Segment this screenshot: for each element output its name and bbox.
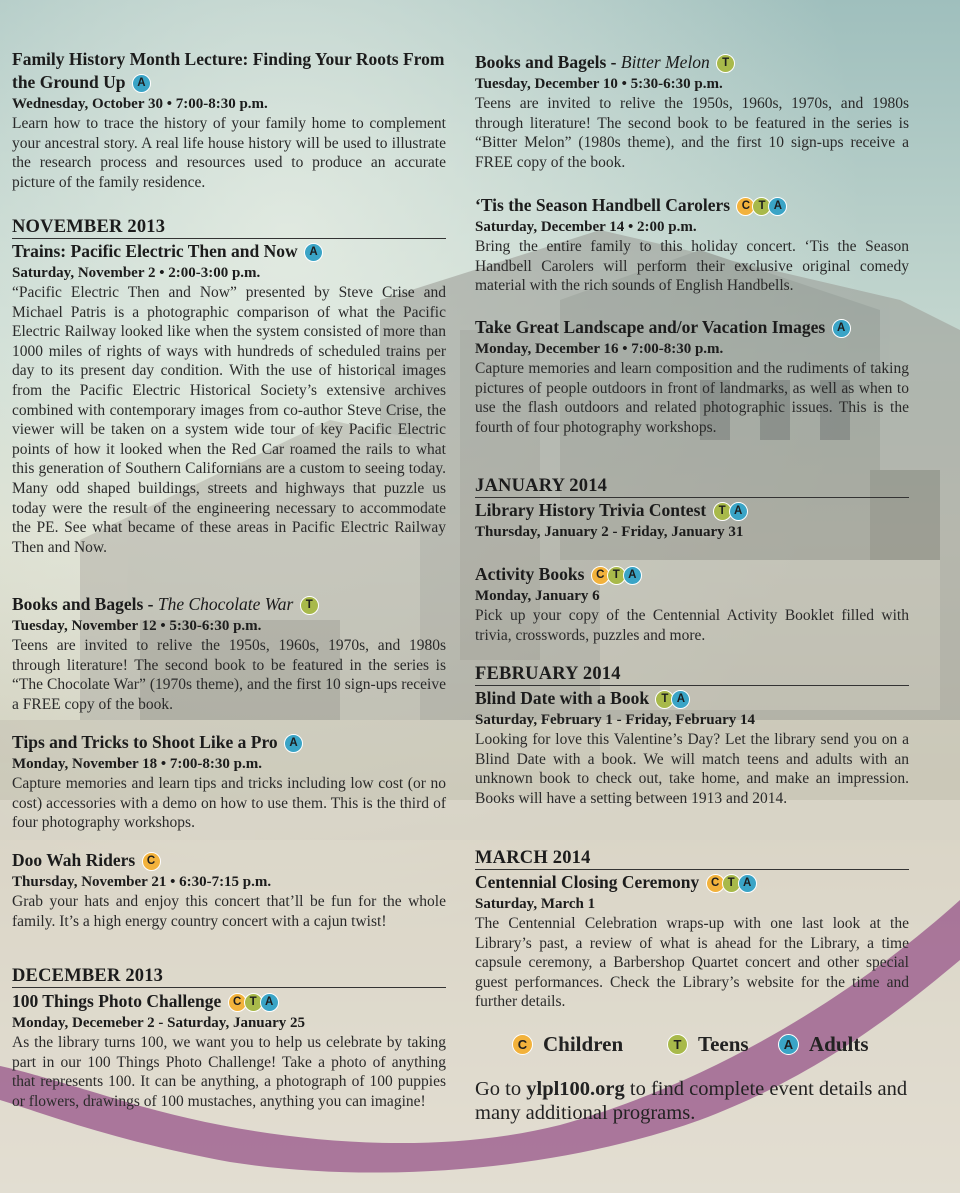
legend-teens: [665, 1032, 776, 1057]
event-description: Teens are invited to relive the 1950s, 1960s, 1970s, and 1980s through literature! The second book to be featured in the series is “Bitter Melon” (1980s theme), and the first 10 sign-ups receive a FREE copy of the book.: [475, 95, 909, 171]
children-badge-icon: C: [228, 993, 247, 1012]
event-title-text: Doo Wah Riders: [12, 850, 136, 870]
children-badge-icon: C: [512, 1034, 533, 1055]
event-description: Looking for love this Valentine’s Day? Let the library send you on a Blind Date with a book. We will match teens and adults with an unknown book to check out, take home, and make an impression. Books will have a setting between 1913 and 2014.: [475, 731, 909, 807]
event-title-text: Activity Books: [475, 564, 585, 584]
month-heading-february: FEBRUARY 2014: [475, 663, 909, 686]
event-library-history-trivia: [475, 499, 909, 542]
audience-badges: [304, 241, 323, 261]
children-badge-icon: C: [736, 197, 755, 216]
book-title: Bitter Melon: [620, 52, 710, 72]
footer-note: [475, 1077, 925, 1125]
event-landscape-vacation-images: [475, 316, 909, 437]
adults-badge-icon: A: [623, 566, 642, 585]
adults-badge-icon: A: [284, 734, 303, 753]
event-title: [475, 871, 909, 894]
event-books-bagels-bitter-melon: [475, 51, 909, 172]
event-title-text: Take Great Landscape and/or Vacation Images: [475, 317, 826, 337]
audience-badges: [142, 850, 161, 870]
month-heading-december: DECEMBER 2013: [12, 965, 446, 988]
event-title: [475, 687, 909, 710]
audience-badges: [716, 52, 735, 72]
event-title-text: Centennial Closing Ceremony: [475, 872, 700, 892]
teens-badge-icon: T: [716, 54, 735, 73]
event-100-things-photo-challenge: [12, 990, 446, 1111]
teens-badge-icon: T: [655, 690, 674, 709]
audience-badges: [300, 594, 319, 614]
teens-badge-icon: T: [722, 874, 741, 893]
event-date: Monday, January 6: [475, 588, 600, 604]
event-description: The Centennial Celebration wraps-up with one last look at the Library’s past, a review of what is ahead for the Library, a time capsule ceremony, a Barbershop Quartet concert and other special guest performances. Check the Library’s website for the time and further details.: [475, 915, 909, 1011]
event-title-text: 100 Things Photo Challenge: [12, 991, 222, 1011]
audience-legend: [510, 1032, 869, 1057]
teens-badge-icon: T: [752, 197, 771, 216]
audience-badges: [832, 317, 851, 337]
event-date: Monday, November 18 • 7:00-8:30 p.m.: [12, 756, 262, 772]
event-handbell-carolers: [475, 194, 909, 296]
teens-badge-icon: T: [713, 502, 732, 521]
adults-badge-icon: A: [729, 502, 748, 521]
adults-badge-icon: A: [671, 690, 690, 709]
audience-badges: [228, 991, 279, 1011]
adults-badge-icon: A: [778, 1034, 799, 1055]
event-title: [475, 499, 909, 522]
event-title: [475, 316, 909, 339]
adults-badge-icon: A: [738, 874, 757, 893]
teens-badge-icon: T: [607, 566, 626, 585]
event-date: Wednesday, October 30 • 7:00-8:30 p.m.: [12, 96, 268, 112]
event-title: [12, 240, 446, 263]
children-badge-icon: C: [591, 566, 610, 585]
event-activity-books: [475, 563, 909, 645]
event-blind-date-with-a-book: [475, 687, 909, 808]
event-title-text: ‘Tis the Season Handbell Carolers: [475, 195, 731, 215]
event-date: Tuesday, November 12 • 5:30-6:30 p.m.: [12, 618, 262, 634]
event-tips-tricks-shoot: [12, 731, 446, 833]
adults-badge-icon: A: [132, 74, 151, 93]
audience-badges: [132, 72, 151, 92]
event-trains-pacific-electric: [12, 240, 446, 557]
event-description: Teens are invited to relive the 1950s, 1960s, 1970s, and 1980s through literature! The second book to be featured in the series is “The Chocolate War” (1970s theme), and the first 10 sign-ups receive a FREE copy of the book.: [12, 637, 446, 713]
event-date: Monday, Decemeber 2 - Saturday, January 25: [12, 1015, 306, 1031]
audience-badges: [713, 500, 748, 520]
event-title: [475, 51, 909, 74]
audience-badges: [284, 732, 303, 752]
event-centennial-closing-ceremony: [475, 871, 909, 1012]
event-date: Saturday, March 1: [475, 896, 596, 912]
legend-label: Adults: [809, 1032, 869, 1056]
adults-badge-icon: A: [260, 993, 279, 1012]
event-description: Pick up your copy of the Centennial Activity Booklet filled with trivia, crosswords, puzzles and more.: [475, 607, 909, 644]
footer-prefix: Go to: [475, 1078, 527, 1100]
event-description: Grab your hats and enjoy this concert that’ll be fun for the whole family. It’s a high energy country concert with a cajun twist!: [12, 893, 446, 930]
children-badge-icon: C: [706, 874, 725, 893]
adults-badge-icon: A: [768, 197, 787, 216]
event-title: [12, 990, 446, 1013]
event-description: Learn how to trace the history of your family home to complement your ancestral story. A real life house history will be used to illustrate the research process and resources used to produce an accurate picture of the family residence.: [12, 115, 446, 191]
event-date: Saturday, November 2 • 2:00-3:00 p.m.: [12, 265, 261, 281]
month-heading-january: JANUARY 2014: [475, 475, 909, 498]
event-date: Thursday, January 2 - Friday, January 31: [475, 524, 744, 540]
event-date: Monday, December 16 • 7:00-8:30 p.m.: [475, 341, 724, 357]
teens-badge-icon: T: [667, 1034, 688, 1055]
legend-label: Teens: [698, 1032, 749, 1056]
audience-badges: [706, 872, 757, 892]
website-link[interactable]: ylpl100.org: [526, 1078, 625, 1100]
footer-suffix: to find complete event details and many additional programs.: [475, 1078, 908, 1124]
event-title-text: Books and Bagels -: [475, 52, 621, 72]
event-title-text: Family History Month Lecture: Finding Your Roots From the Ground Up: [12, 49, 445, 92]
event-title: [12, 731, 446, 754]
event-title-text: Tips and Tricks to Shoot Like a Pro: [12, 732, 278, 752]
event-description: Bring the entire family to this holiday concert. ‘Tis the Season Handbell Carolers will perform their exclusive original comedy material with the rich sounds of English Handbells.: [475, 238, 909, 295]
month-heading-march: MARCH 2014: [475, 847, 909, 870]
event-doo-wah-riders: [12, 849, 446, 931]
event-description: Capture memories and learn composition and the rudiments of taking pictures of people outdoors in front of landmarks, as well as when to use the flash outdoors and related photographic issues. This is the fourth of four photography workshops.: [475, 360, 909, 436]
event-title: [475, 194, 909, 217]
event-date: Saturday, February 1 - Friday, February 14: [475, 712, 755, 728]
event-books-bagels-chocolate-war: [12, 593, 446, 714]
event-description: “Pacific Electric Then and Now” presented by Steve Crise and Michael Patris is a photographic comparison of what the Pacific Electric Railway looked like when the system consisted of more than 1000 miles of rights of ways with hundreds of scheduled trains per day to its present day condition. With the use of historical images from the Pacific Electric Historical Society’s extensive archives combined with contemporary images from co-author Steve Crise, the viewer will be taken on a system wide tour of key Pacific Electric points of how it looked when the Red Car roamed the rails to what this generation of Southern Californians are a custom to seeing today. Many odd shaped buildings, streets and highways that puzzle us today were the result of the engineering necessary to accommodate the PE. See what became of these areas in Pacific Electric Railway Then and Now.: [12, 284, 446, 556]
event-title-text: Trains: Pacific Electric Then and Now: [12, 241, 298, 261]
event-title: [475, 563, 909, 586]
audience-badges: [736, 195, 787, 215]
event-title-text: Blind Date with a Book: [475, 688, 650, 708]
audience-badges: [655, 688, 690, 708]
event-family-history-lecture: [12, 48, 446, 192]
teens-badge-icon: T: [244, 993, 263, 1012]
month-heading-november: NOVEMBER 2013: [12, 216, 446, 239]
event-description: Capture memories and learn tips and tricks including low cost (or no cost) accessories with a demo on how to use them. This is the third of four photography workshops.: [12, 775, 446, 832]
event-title: [12, 849, 446, 872]
event-title: [12, 593, 446, 616]
legend-adults: [776, 1032, 869, 1057]
adults-badge-icon: A: [832, 319, 851, 338]
legend-children: [510, 1032, 665, 1057]
adults-badge-icon: A: [304, 243, 323, 262]
event-title: [12, 48, 446, 94]
event-date: Tuesday, December 10 • 5:30-6:30 p.m.: [475, 76, 723, 92]
children-badge-icon: C: [142, 852, 161, 871]
audience-badges: [591, 564, 642, 584]
book-title: The Chocolate War: [157, 594, 294, 614]
event-description: As the library turns 100, we want you to help us celebrate by taking part in our 100 Things Photo Challenge! Take a photo of anything that represents 100. It can be anything, a photograph of 100 puppies or flowers, drawings of 100 mustaches, anything you can imagine!: [12, 1034, 446, 1110]
event-date: Thursday, November 21 • 6:30-7:15 p.m.: [12, 874, 272, 890]
event-title-text: Books and Bagels -: [12, 594, 158, 614]
event-date: Saturday, December 14 • 2:00 p.m.: [475, 219, 697, 235]
event-title-text: Library History Trivia Contest: [475, 500, 707, 520]
legend-label: Children: [543, 1032, 624, 1056]
teens-badge-icon: T: [300, 596, 319, 615]
